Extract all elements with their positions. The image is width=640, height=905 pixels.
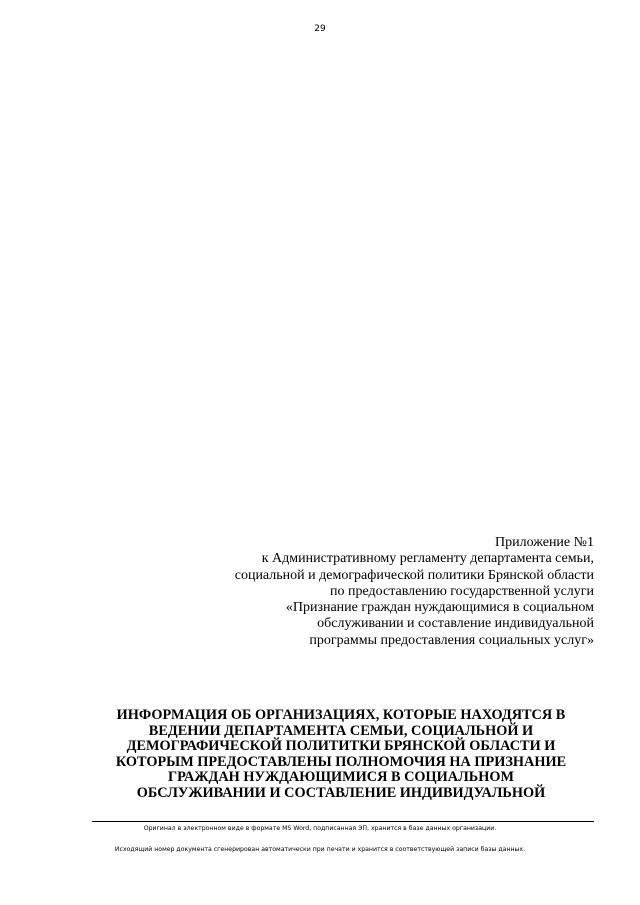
document-heading xyxy=(90,708,592,801)
appendix-title: Приложение №1 xyxy=(495,535,594,550)
footer-original-note: Оригинал в электронном виде в формате MS Word, подписанная ЭП, хранится в базе данных организации. xyxy=(143,825,497,832)
heading-line: ГРАЖДАН НУЖДАЮЩИМИСЯ В СОЦИАЛЬНОМ xyxy=(168,769,514,785)
appendix-line: программы предоставления социальных услуг» xyxy=(309,632,594,648)
appendix-line: социальной и демографической политики Брянской области xyxy=(234,567,594,583)
appendix-line: «Признание граждан нуждающимися в социальном xyxy=(285,600,594,616)
footer-divider xyxy=(92,821,594,822)
appendix-block xyxy=(114,535,594,649)
heading-line: ДЕМОГРАФИЧЕСКОЙ ПОЛИТИТКИ БРЯНСКОЙ ОБЛАСТИ И xyxy=(126,738,556,754)
heading-line: ВЕДЕНИИ ДЕПАРТАМЕНТА СЕМЬИ, СОЦИАЛЬНОЙ И xyxy=(148,722,534,739)
appendix-line: по предоставлению государственной услуги xyxy=(330,583,594,599)
heading-line: ИНФОРМАЦИЯ ОБ ОРГАНИЗАЦИЯХ, КОТОРЫЕ НАХОДЯТСЯ В xyxy=(116,707,566,723)
footer-outgoing-note: Исходящий номер документа сгенерирован автоматически при печати и хранится в соответствующей записи базы данных. xyxy=(114,846,526,853)
heading-line: КОТОРЫМ ПРЕДОСТАВЛЕНЫ ПОЛНОМОЧИЯ НА ПРИЗНАНИЕ xyxy=(115,753,567,770)
appendix-line: обслуживании и составление индивидуальной xyxy=(317,616,594,632)
page-number: 29 xyxy=(314,24,326,34)
heading-line: ОБСЛУЖИВАНИИ И СОСТАВЛЕНИЕ ИНДИВИДУАЛЬНОЙ xyxy=(136,784,546,801)
appendix-line: к Административному регламенту департамента семьи, xyxy=(261,551,594,567)
